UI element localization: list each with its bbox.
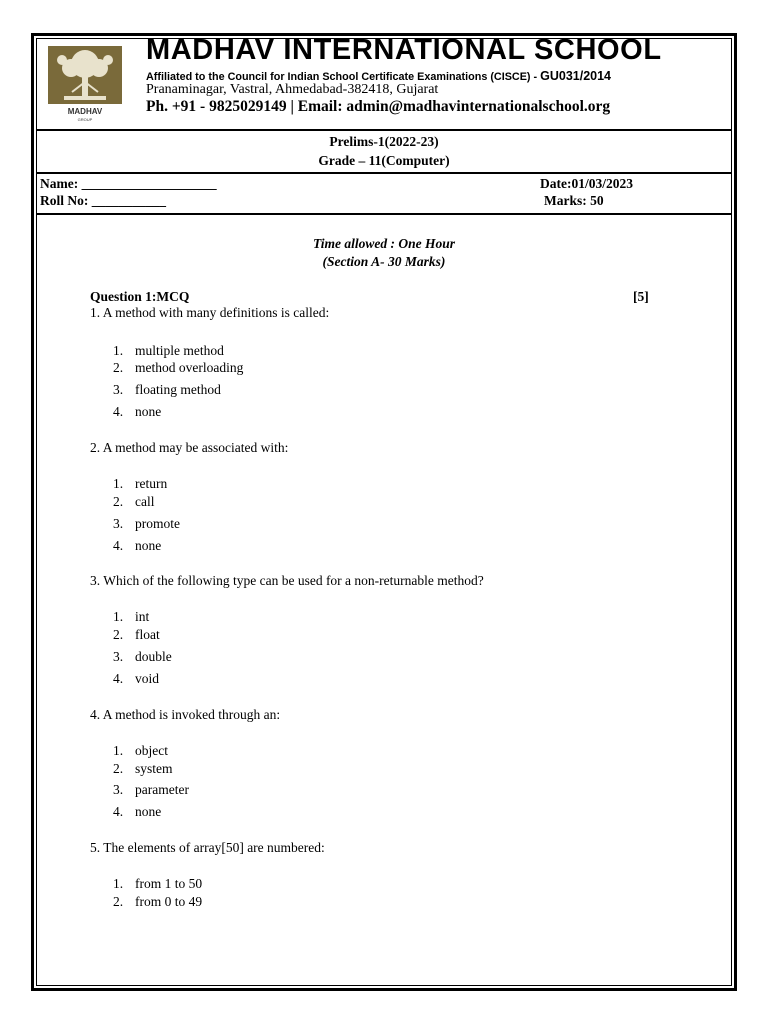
option-number: 2. (113, 894, 124, 909)
option-number: 3. (113, 649, 124, 664)
option (113, 609, 149, 625)
option-text: method overloading (135, 360, 244, 375)
option-text: none (135, 404, 162, 419)
affiliation-line (146, 69, 611, 83)
exam-marks: Marks: 50 (544, 193, 604, 208)
option-text: system (135, 761, 173, 776)
question-text: 3. Which of the following type can be used for a non-returnable method? (90, 573, 484, 588)
school-address: Pranaminagar, Vastral, Ahmedabad-382418, Gujarat (146, 82, 439, 97)
option (113, 876, 202, 892)
question-text: 4. A method is invoked through an: (90, 707, 281, 722)
option (113, 538, 161, 554)
option-text: none (135, 538, 162, 553)
option-text: int (135, 609, 150, 624)
option-text: void (135, 671, 160, 686)
option-number: 3. (113, 382, 124, 397)
option (113, 743, 168, 759)
option-number: 4. (113, 671, 124, 686)
meta-divider (36, 213, 732, 215)
option-text: from 1 to 50 (135, 876, 203, 891)
option (113, 782, 189, 798)
option-text: float (135, 627, 160, 642)
option-text: double (135, 649, 172, 664)
question-marks: [5] (633, 289, 649, 304)
school-logo (44, 42, 126, 122)
option (113, 343, 224, 359)
option-number: 3. (113, 516, 124, 531)
option-number: 3. (113, 782, 124, 797)
option-number: 2. (113, 494, 124, 509)
school-name: MADHAV INTERNATIONAL SCHOOL (146, 34, 662, 66)
affiliation-code: GU031/2014 (540, 69, 612, 83)
option-number: 2. (113, 761, 124, 776)
option (113, 671, 159, 687)
option-number: 4. (113, 538, 124, 553)
option-text: return (135, 476, 168, 491)
option-number: 2. (113, 627, 124, 642)
section-info: (Section A- 30 Marks) (322, 254, 446, 269)
header-divider (36, 129, 732, 131)
option-text: from 0 to 49 (135, 894, 203, 909)
option-number: 1. (113, 343, 124, 358)
option-text: call (135, 494, 155, 509)
option (113, 761, 173, 777)
option (113, 516, 180, 532)
question-text: 2. A method may be associated with: (90, 440, 289, 455)
option-text: none (135, 804, 162, 819)
time-allowed: Time allowed : One Hour (313, 236, 455, 251)
option-number: 4. (113, 404, 124, 419)
option (113, 476, 167, 492)
name-field: Name: ____________________ (40, 176, 217, 191)
option (113, 804, 161, 820)
option (113, 494, 155, 510)
option-text: parameter (135, 782, 189, 797)
option-text: promote (135, 516, 180, 531)
option-number: 1. (113, 743, 124, 758)
option-number: 2. (113, 360, 124, 375)
school-contact: Ph. +91 - 9825029149 | Email: admin@madhavinternationalschool.org (146, 98, 611, 115)
option-number: 4. (113, 804, 124, 819)
option-text: floating method (135, 382, 221, 397)
option (113, 360, 243, 376)
logo-subtext: GROUP (77, 117, 93, 122)
question-text: 5. The elements of array[50] are numbered: (90, 840, 325, 855)
question-title: Question 1:MCQ (90, 289, 190, 304)
option (113, 404, 161, 420)
logo-text: MADHAV (67, 107, 103, 116)
option (113, 382, 221, 398)
option (113, 627, 160, 643)
roll-no-field: Roll No: ___________ (40, 193, 166, 208)
question-text: 1. A method with many definitions is called: (90, 305, 330, 320)
option-text: multiple method (135, 343, 224, 358)
option-number: 1. (113, 609, 124, 624)
exam-title: Prelims-1(2022-23) (329, 134, 439, 149)
option (113, 894, 202, 910)
affiliation-text: Affiliated to the Council for Indian School Certificate Examinations (CISCE) - (146, 71, 541, 83)
option-number: 1. (113, 476, 124, 491)
exam-date: Date:01/03/2023 (540, 176, 633, 191)
title-divider (36, 172, 732, 174)
exam-grade: Grade – 11(Computer) (318, 153, 450, 168)
option-text: object (135, 743, 168, 758)
option-number: 1. (113, 876, 124, 891)
option (113, 649, 172, 665)
